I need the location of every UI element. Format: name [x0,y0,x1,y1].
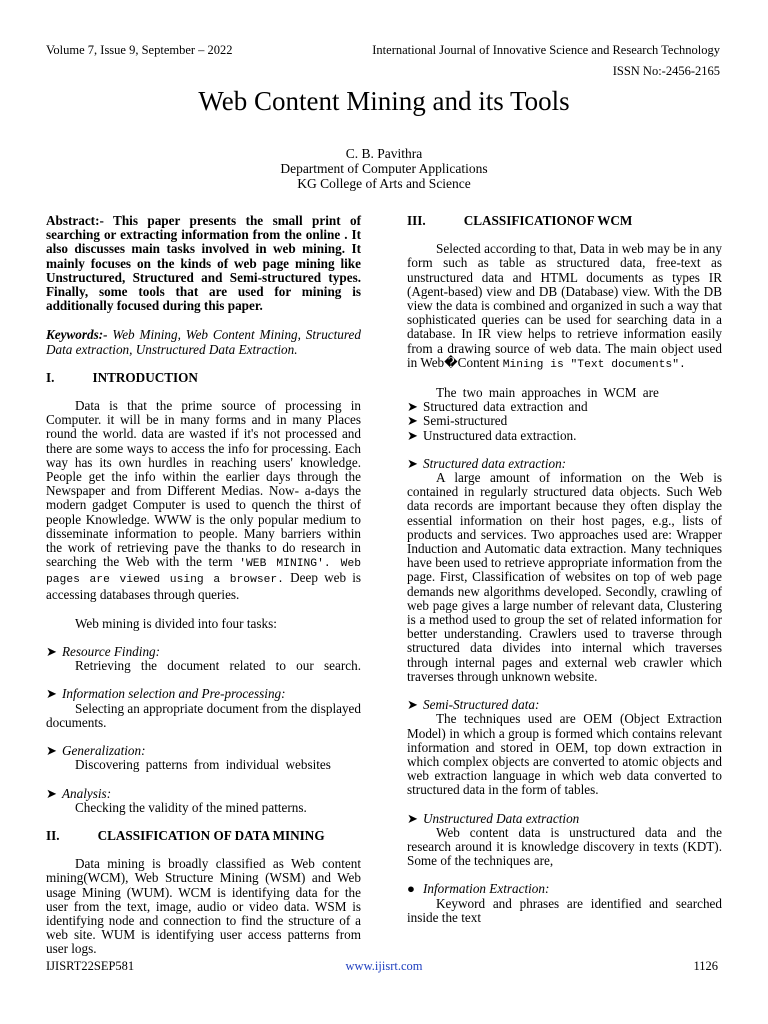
approach-text: Semi-structured [423,413,508,429]
approach-item [407,429,722,443]
structured-text: A large amount of information on the Web is contained in regularly structured data objects. Such Web data records are important because they often display the essential information on their host pages, e.g., lists of products and services. Two approaches used are: Wrapper Induction and Automatic data extraction. Many techniques have been used to retrieve appropriate information from the page. First, Classification of websites on top of web page demands new algorithms developed. Secondly, crawling of web page gives a large number of relevant data, Clustering is a method used to group the set of related information for better understanding. Crawlers used to traverse through structured data divides into internal which traverses through internal pages and external web crawler which traverses through unknown website. [407,470,722,684]
approach-item [407,414,722,428]
information-extraction-block [407,882,722,925]
footer-page-number: 1126 [693,959,718,973]
arrow-bullet-icon: ➤ [46,743,58,759]
section-heading-classification-data-mining [46,829,361,843]
section3-paragraph [407,242,722,372]
arrow-bullet-icon: ➤ [407,413,419,429]
arrow-bullet-icon: ➤ [407,399,419,415]
keywords [46,328,361,356]
task-text: Checking the validity of the mined patterns. [75,799,307,815]
unstructured-block [407,812,722,869]
section-title: INTRODUCTION [92,369,198,385]
section3-text: Selected according to that, Data in web may be in any form such as table as structured data, free-text as unstructured data and HTML documents as types IR (Agent-based) view and DB (Database) view. With the DB view the data is combined and organized in such a way that sophisticated queries can be used for searching data in a database. In IR view helps to retrieve information easily from a drawing source of web data. The main object used in Web�Content [407,241,722,370]
author-name: C. B. Pavithra [345,146,423,161]
arrow-bullet-icon: ➤ [407,427,419,443]
unstructured-text: Web content data is unstructured data and the research around it is knowledge discovery in texts (KDT). Some of the techniques are, [407,824,722,869]
arrow-bullet-icon: ➤ [407,697,419,713]
approach-text: Unstructured data extraction. [423,427,577,443]
task-label: Resource Finding: [62,644,161,660]
section-title: CLASSIFICATION OF DATA MINING [97,827,325,843]
right-column [407,214,722,925]
semi-structured-text: The techniques used are OEM (Object Extraction Model) in which a group is formed which contains relevant information and stored in OEM, top down extraction in which complex objects are converted to atomic objects and web extraction language in which web data converted to structured data in the form of tables. [407,711,722,798]
header-journal: International Journal of Innovative Science and Research Technology [372,43,720,57]
footer-website-link[interactable]: www.ijisrt.com [345,959,423,973]
arrow-bullet-icon: ➤ [46,785,58,801]
abstract [46,214,361,313]
arrow-bullet-icon: ➤ [407,810,419,826]
task-text: Retrieving the document related to our search. [75,658,361,674]
approaches-intro: The two main approaches in WCM are [436,385,659,401]
task-text: Discovering patterns from individual websites [75,757,331,773]
arrow-bullet-icon: ➤ [46,686,58,702]
section-heading-introduction [46,371,361,385]
task-label: Information selection and Pre-processing: [62,686,286,702]
arrow-bullet-icon: ➤ [407,455,419,471]
information-extraction-text: Keyword and phrases are identified and searched inside the text [407,895,722,925]
intro-text: Data is that the prime source of processing in Computer. it will be in many forms and in many Places round the world. data are wasted if it's not processed and there are some ways to access the info for processing. Each way has its own hurdles in reaching users' knowledge. People get the info within the earlier days through the Newspaper and from Different Medias. Now- a-days the modern gadget Computer is used to quench the thirst of people Knowledge. WWW is the only popular medium to disseminate information to people. Many barriers within the work of retrieving pave the thanks to do research in searching the Web with the term [46,398,361,570]
task-text: Selecting an appropriate document from the displayed documents. [46,700,361,730]
author-college: KG College of Arts and Science [297,176,471,191]
task-item [46,744,361,772]
intro-text-mono: 'WEB MINING'. Web pages are viewed using a browser. [46,558,361,587]
keywords-label: Keywords:- [46,327,108,343]
approach-item [407,400,722,414]
structured-label: Structured data extraction: [423,455,567,471]
section3-text-mono: Mining is "Text documents". [502,358,686,371]
task-item [46,787,361,815]
task-item [46,645,361,673]
section-number: II. [46,827,60,843]
section-heading-classification-wcm [407,214,722,228]
semi-structured-label: Semi-Structured data: [423,697,540,713]
paper-title: Web Content Mining and its Tools [198,86,570,116]
structured-extraction-block [407,457,722,684]
left-column [46,214,361,957]
arrow-bullet-icon: ➤ [46,644,58,660]
abstract-label: Abstract:- [46,213,104,228]
section-title: CLASSIFICATIONOF WCM [463,213,633,228]
intro-paragraph [46,399,361,602]
tasks-intro: Web mining is divided into four tasks: [75,615,277,631]
unstructured-label: Unstructured Data extraction [423,810,580,826]
keywords-text: Web Mining, Web Content Mining, Structured Data extraction, Unstructured Data Extraction. [46,327,361,357]
task-label: Analysis: [62,785,112,801]
task-label: Generalization: [62,743,146,759]
semi-structured-block [407,698,722,797]
author-department: Department of Computer Applications [280,161,488,176]
information-extraction-label: Information Extraction: [423,881,550,897]
section2-paragraph: Data mining is broadly classified as Web content mining(WCM), Web Structure Mining (WSM) and Web usage Mining (WUM). WCM is identifying data for the user from the text, image, audio or video data. WSM is identifying node and connection to find the structure of a web site. WUM is identifying user access patterns from user logs. [46,856,361,957]
dot-bullet-icon: ● [407,881,415,897]
intro-text-end: Deep web is accessing databases through queries. [46,570,361,602]
section-number: III. [407,213,426,228]
section-number: I. [46,369,55,385]
abstract-text: This paper presents the small print of searching or extracting information from the online . It also discusses main tasks involved in web mining. It mainly focuses on the kinds of web page mining like Unstructured, Structured and Semi-structured types. Finally, some tools that are used for mining is additionally focused during this paper. [46,213,361,314]
approach-text: Structured data extraction and [423,399,588,415]
task-item [46,687,361,730]
footer-paper-id: IJISRT22SEP581 [46,959,135,973]
header-issn: ISSN No:-2456-2165 [612,64,720,78]
header-volume: Volume 7, Issue 9, September – 2022 [46,43,233,57]
